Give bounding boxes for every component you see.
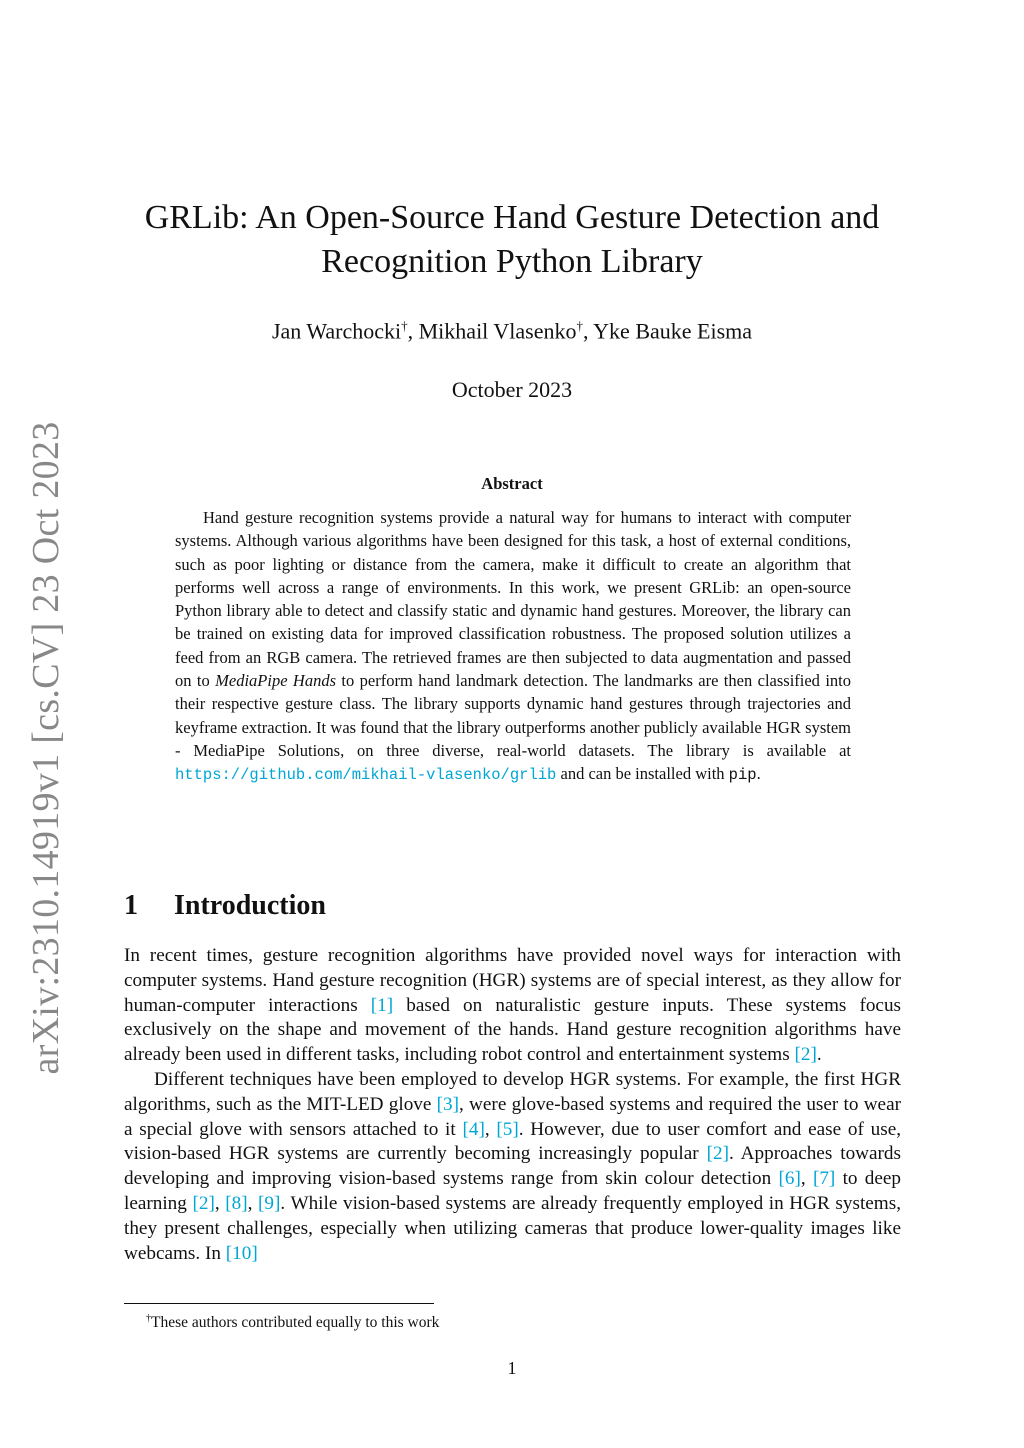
section-title: Introduction — [174, 890, 326, 921]
citation-link[interactable]: [4] — [462, 1118, 485, 1140]
body-text-run: , — [247, 1192, 259, 1214]
introduction-body — [124, 944, 901, 1266]
author-2-mark: † — [576, 318, 583, 333]
citation-link[interactable]: [2] — [794, 1044, 817, 1066]
author-1-mark: † — [401, 318, 408, 333]
citation-link[interactable]: [10] — [225, 1242, 258, 1264]
body-text-run: . Approaches towards developing and improving vision-based systems range from skin colour detection — [124, 1143, 901, 1190]
body-text-run: . While vision-based systems are already frequently employed in HGR systems, they present challenges, especially when utilizing cameras that produce lower-quality images like webcams. In — [124, 1192, 901, 1264]
publication-date: October 2023 — [451, 377, 573, 402]
footnote — [146, 1309, 439, 1333]
footnote-text: These authors contributed equally to this work — [151, 1314, 440, 1332]
author-separator: , — [407, 318, 419, 344]
abstract-text — [175, 506, 851, 788]
section-heading — [124, 890, 326, 922]
citation-link[interactable]: [7] — [812, 1168, 836, 1190]
body-text-run: Different techniques have been employed to develop HGR systems. For example, the first HGR algorithms, such as the MIT-LED glove — [124, 1068, 901, 1115]
author-2: Mikhail Vlasenko — [418, 318, 577, 344]
arxiv-margin-stamp — [16, 421, 76, 1075]
citation-link[interactable]: [2] — [192, 1192, 215, 1214]
body-text-run: , — [214, 1192, 226, 1214]
paper-title — [100, 196, 924, 284]
body-text-run: to deep learning — [124, 1168, 901, 1214]
page-number: 1 — [507, 1358, 517, 1378]
abstract-emphasis: MediaPipe Hands — [215, 671, 337, 691]
paragraph — [124, 944, 901, 1068]
title-line-2: Recognition Python Library — [321, 243, 703, 280]
citation-link[interactable]: [3] — [436, 1093, 460, 1115]
section-number: 1 — [124, 890, 138, 921]
citation-link[interactable]: [6] — [778, 1168, 801, 1190]
footnote-rule — [124, 1303, 434, 1304]
author-separator: , — [582, 318, 594, 344]
abstract-text-part: . — [756, 764, 761, 784]
author-1: Jan Warchocki — [271, 318, 402, 344]
citation-link[interactable]: [9] — [258, 1192, 281, 1214]
body-text-run: , — [484, 1118, 497, 1140]
paragraph — [124, 1068, 901, 1266]
arxiv-identifier: arXiv:2310.14919v1 [cs.CV] 23 Oct 2023 — [25, 421, 67, 1075]
body-text-run: . — [816, 1044, 822, 1066]
citation-link[interactable]: [8] — [225, 1192, 248, 1214]
title-line-1: GRLib: An Open-Source Hand Gesture Detection and — [144, 199, 880, 236]
author-3: Yke Bauke Eisma — [593, 318, 753, 344]
abstract-heading: Abstract — [481, 474, 543, 493]
author-list — [100, 312, 924, 345]
body-text-run: based on naturalistic gesture inputs. These systems focus exclusively on the shape and movement of the hands. Hand gesture recognition algorithms have already been used in different tasks, including robot control and entertainment systems — [124, 994, 902, 1066]
citation-link[interactable]: [1] — [370, 994, 394, 1016]
citation-link[interactable]: [2] — [706, 1143, 729, 1165]
code-pip: pip — [728, 766, 757, 785]
abstract-text-part: and can be installed with — [556, 764, 729, 784]
abstract-text-part: Hand gesture recognition systems provide a natural way for humans to interact with computer systems. Although various algorithms have been designed for this task, a host of external conditions, such as poor lighting or distance from the camera, make it difficult to create an algorithm that performs well across a range of environments. In this work, we present GRLib: an open-source Python library able to detect and classify static and dynamic hand gestures. Moreover, the library can be trained on existing data for improved classification robustness. The proposed solution utilizes a feed from an RGB camera. The retrieved frames are then subjected to data augmentation and passed on to — [175, 508, 851, 691]
footnote-mark: † — [146, 1313, 151, 1324]
body-text-run: In recent times, gesture recognition algorithms have provided novel ways for interaction with computer systems. Hand gesture recognition (HGR) systems are of special interest, as they allow for human-computer interactions — [124, 945, 901, 1016]
repository-link[interactable]: https://github.com/mikhail-vlasenko/grlib — [175, 766, 557, 785]
body-text-run: , were glove-based systems and required the user to wear a special glove with sensors attached to it — [124, 1093, 901, 1140]
citation-link[interactable]: [5] — [496, 1118, 519, 1140]
body-text-run: . However, due to user comfort and ease of use, vision-based HGR systems are currently becoming increasingly popular — [124, 1118, 902, 1165]
body-text-run: , — [800, 1168, 813, 1190]
abstract-text-part: to perform hand landmark detection. The landmarks are then classified into their respective gesture class. The library supports dynamic hand gestures through trajectories and keyframe extraction. It was found that the library outperforms another publicly available HGR system - MediaPipe Solutions, on three diverse, real-world datasets. The library is available at — [175, 671, 851, 760]
